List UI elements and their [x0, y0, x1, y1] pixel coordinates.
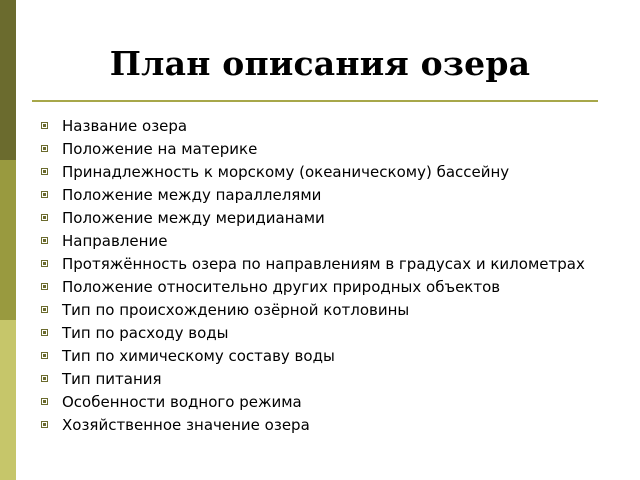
list-item-text: Тип по расходу воды: [62, 324, 229, 342]
list-item-text: Положение относительно других природных объектов: [62, 278, 501, 296]
square-bullet-icon: [41, 329, 48, 336]
list-item-text: Направление: [62, 232, 168, 250]
list-item: [40, 254, 606, 274]
square-bullet-icon: [41, 122, 48, 129]
list-item-text: Особенности водного режима: [62, 393, 302, 411]
list-item-text: Положение между меридианами: [62, 209, 325, 227]
square-bullet-icon: [41, 214, 48, 221]
list-item-text: Тип питания: [62, 370, 162, 388]
band-segment-middle: [0, 160, 16, 320]
square-bullet-icon: [41, 260, 48, 267]
square-bullet-icon: [41, 237, 48, 244]
band-segment-top: [0, 0, 16, 160]
square-bullet-icon: [41, 168, 48, 175]
list-item-text: Название озера: [62, 117, 188, 135]
list-item: [40, 323, 606, 343]
list-item-text: Принадлежность к морскому (океаническому) бассейну: [62, 163, 510, 181]
list-item: [40, 300, 606, 320]
square-bullet-icon: [41, 352, 48, 359]
bullet-list: [40, 116, 606, 438]
list-item: [40, 162, 606, 182]
list-item: [40, 415, 606, 435]
slide-title: План описания озера: [109, 44, 531, 83]
band-segment-bottom: [0, 320, 16, 480]
list-item-text: Хозяйственное значение озера: [62, 416, 310, 434]
list-item: [40, 369, 606, 389]
list-item: [40, 392, 606, 412]
list-item: [40, 208, 606, 228]
list-item: [40, 346, 606, 366]
list-item: [40, 139, 606, 159]
list-item-text: Тип по происхождению озёрной котловины: [62, 301, 410, 319]
square-bullet-icon: [41, 398, 48, 405]
square-bullet-icon: [41, 306, 48, 313]
left-decorative-band: [0, 0, 16, 480]
list-item: [40, 277, 606, 297]
square-bullet-icon: [41, 375, 48, 382]
square-bullet-icon: [41, 145, 48, 152]
square-bullet-icon: [41, 421, 48, 428]
list-item-text: Положение на материке: [62, 140, 258, 158]
square-bullet-icon: [41, 191, 48, 198]
list-item-text: Тип по химическому составу воды: [62, 347, 335, 365]
list-item: [40, 185, 606, 205]
list-item: [40, 116, 606, 136]
title-divider: [32, 100, 598, 102]
list-item-text: Протяжённость озера по направлениям в градусах и километрах: [62, 255, 585, 273]
list-item: [40, 231, 606, 251]
square-bullet-icon: [41, 283, 48, 290]
list-item-text: Положение между параллелями: [62, 186, 322, 204]
